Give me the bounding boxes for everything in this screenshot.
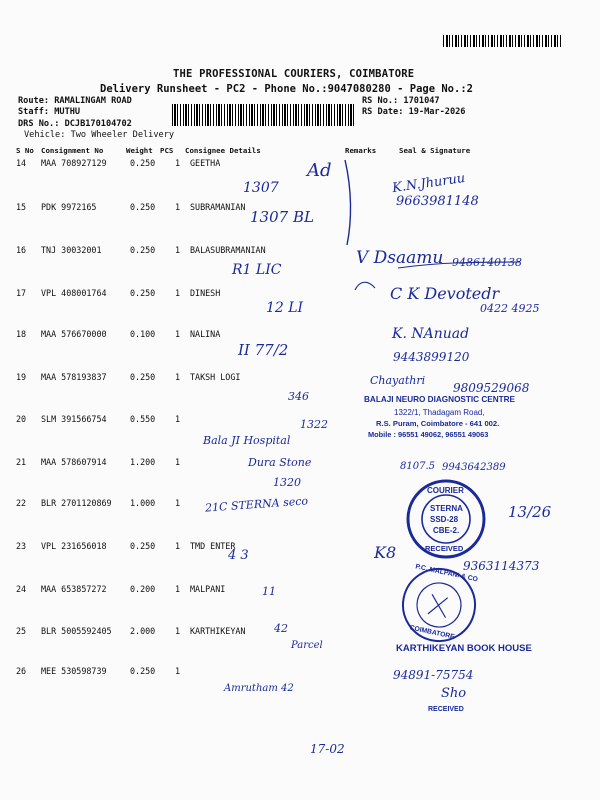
row-pcs: 1 bbox=[175, 329, 181, 339]
balaji-stamp-addr2: R.S. Puram, Coimbatore - 641 002. bbox=[376, 419, 500, 428]
tick-stroke bbox=[355, 282, 375, 290]
row-weight: 0.250 bbox=[130, 245, 156, 255]
hw-r16-a: R1 LIC bbox=[232, 262, 282, 278]
hw-r22-a: 1320 bbox=[273, 476, 301, 489]
row-consignee: TMD ENTER bbox=[190, 541, 236, 551]
hw-r23-phone: 9363114373 bbox=[463, 559, 540, 573]
rs-number: RS No.: 1701047 bbox=[362, 96, 440, 106]
hw-r25-b: Parcel bbox=[291, 640, 323, 651]
row-pcs: 1 bbox=[175, 666, 181, 676]
row-sno: 24 bbox=[16, 584, 27, 594]
row-sno: 14 bbox=[16, 158, 27, 168]
hw-r17-sig: C K Devotedr bbox=[390, 284, 500, 303]
row-weight: 0.250 bbox=[130, 158, 156, 168]
row-pcs: 1 bbox=[175, 457, 181, 467]
vehicle-label: Vehicle: Two Wheeler Delivery bbox=[24, 130, 175, 140]
row-weight: 0.550 bbox=[130, 414, 156, 424]
hw-bottom-note: 17-02 bbox=[310, 742, 345, 756]
malpani-stamp-city: COIMBATORE bbox=[408, 624, 456, 641]
row-consignment-no: MEE 530598739 bbox=[41, 666, 107, 676]
row-pcs: 1 bbox=[175, 498, 181, 508]
karthikeyan-stamp: KARTHIKEYAN BOOK HOUSE bbox=[396, 643, 532, 654]
row-sno: 16 bbox=[16, 245, 27, 255]
row-weight: 0.250 bbox=[130, 288, 156, 298]
col-remarks: Remarks bbox=[345, 146, 377, 155]
row-consignment-no: PDK 9972165 bbox=[41, 202, 97, 212]
malpani-stamp bbox=[393, 559, 486, 652]
row-consignment-no: MAA 576670000 bbox=[41, 329, 107, 339]
row-sno: 26 bbox=[16, 666, 27, 676]
row-sno: 17 bbox=[16, 288, 27, 298]
hw-r19-phone: 9809529068 bbox=[453, 381, 530, 395]
balaji-stamp-title: BALAJI NEURO DIAGNOSTIC CENTRE bbox=[364, 395, 516, 404]
row-consignee: TAKSH LOGI bbox=[190, 372, 241, 382]
row-sno: 22 bbox=[16, 498, 27, 508]
row-weight: 0.250 bbox=[130, 541, 156, 551]
hw-r23-a: 4 3 bbox=[228, 548, 249, 563]
row-pcs: 1 bbox=[175, 372, 181, 382]
row-sno: 25 bbox=[16, 626, 27, 636]
row-consignment-no: MAA 708927129 bbox=[41, 158, 107, 168]
row-weight: 1.000 bbox=[130, 498, 156, 508]
hw-r15-a: 1307 BL bbox=[250, 208, 314, 226]
row-consignment-no: BLR 5005592405 bbox=[41, 626, 112, 636]
row-pcs: 1 bbox=[175, 158, 181, 168]
row-sno: 18 bbox=[16, 329, 27, 339]
row-pcs: 1 bbox=[175, 626, 181, 636]
row-pcs: 1 bbox=[175, 541, 181, 551]
row-pcs: 1 bbox=[175, 245, 181, 255]
hw-r25-a: 42 bbox=[274, 622, 288, 635]
row-weight: 2.000 bbox=[130, 626, 156, 636]
hw-r20-a: 1322 bbox=[300, 418, 328, 431]
hw-r18-sig: K. NAnuad bbox=[392, 326, 470, 342]
malpani-stamp-arc: P.C. MALPANI & CO bbox=[414, 563, 479, 584]
hw-r26-sig: Sho bbox=[441, 686, 467, 701]
col-consignment: Consignment No bbox=[41, 146, 104, 155]
hw-r18-phone: 9443899120 bbox=[393, 350, 470, 364]
row-consignment-no: VPL 231656018 bbox=[41, 541, 107, 551]
hw-r19-a: 346 bbox=[288, 390, 309, 403]
balaji-stamp-phone: Mobile : 96551 49062, 96551 49063 bbox=[368, 430, 489, 439]
route-label: Route: RAMALINGAM ROAD bbox=[18, 96, 132, 106]
col-pcs: PCS bbox=[160, 146, 174, 155]
courier-received-stamp bbox=[405, 478, 487, 560]
rs-date: RS Date: 19-Mar-2026 bbox=[362, 107, 466, 117]
row-weight: 1.200 bbox=[130, 457, 156, 467]
courier-stamp-bottom: RECEIVED bbox=[425, 544, 464, 553]
row-pcs: 1 bbox=[175, 414, 181, 424]
row-weight: 0.250 bbox=[130, 202, 156, 212]
hw-r26-phone: 94891-75754 bbox=[393, 668, 474, 682]
bracket-stroke bbox=[345, 160, 351, 245]
row-consignee: KARTHIKEYAN bbox=[190, 626, 246, 636]
page-title: THE PROFESSIONAL COURIERS, COIMBATORE bbox=[173, 68, 415, 80]
hw-r16-sig: V Dsaamu bbox=[356, 248, 444, 268]
hw-r22-b: 21C STERNA seco bbox=[204, 494, 309, 515]
hw-r17-a: 12 LI bbox=[266, 300, 304, 316]
hw-r15-sig: K.N.Jhuruu bbox=[391, 170, 467, 197]
row-sno: 20 bbox=[16, 414, 27, 424]
row-consignment-no: BLR 2701120869 bbox=[41, 498, 112, 508]
row-weight: 0.250 bbox=[130, 666, 156, 676]
row-consignee: MALPANI bbox=[190, 584, 226, 594]
courier-stamp-line2: SSD-28 bbox=[430, 515, 459, 524]
row-pcs: 1 bbox=[175, 584, 181, 594]
row-weight: 0.100 bbox=[130, 329, 156, 339]
courier-stamp-top: COURIER bbox=[427, 486, 464, 495]
row-consignee: BALASUBRAMANIAN bbox=[190, 245, 266, 255]
row-pcs: 1 bbox=[175, 202, 181, 212]
row-consignment-no: SLM 391566754 bbox=[41, 414, 107, 424]
staff-label: Staff: MUTHU bbox=[18, 107, 81, 117]
balaji-stamp bbox=[364, 395, 550, 447]
drs-number: DRS No.: DCJB170104702 bbox=[18, 119, 132, 129]
hw-r22-c: 13/26 bbox=[508, 503, 552, 521]
hw-r26-a: Amrutham 42 bbox=[224, 683, 294, 694]
row-consignee: NALINA bbox=[190, 329, 221, 339]
courier-stamp-line1: STERNA bbox=[430, 504, 463, 513]
hw-r16-phone: 9486140138 bbox=[452, 256, 522, 269]
row-sno: 21 bbox=[16, 457, 27, 467]
hw-r21-a: Dura Stone bbox=[248, 456, 312, 469]
hw-r21-c: 8107.5 bbox=[400, 461, 435, 472]
hw-r17-phone: 0422 4925 bbox=[480, 302, 540, 315]
page-subtitle: Delivery Runsheet - PC2 - Phone No.:9047080280 - Page No.:2 bbox=[100, 83, 473, 95]
col-weight: Weight bbox=[126, 146, 153, 155]
row-sno: 23 bbox=[16, 541, 27, 551]
col-seal: Seal & Signature bbox=[399, 146, 471, 155]
hw-r23-b: K8 bbox=[374, 543, 397, 562]
hw-r14-a: Ad bbox=[307, 160, 332, 181]
hw-r19-sig: Chayathri bbox=[370, 374, 426, 387]
row-consignee: DINESH bbox=[190, 288, 221, 298]
col-consignee: Consignee Details bbox=[185, 146, 261, 155]
row-pcs: 1 bbox=[175, 288, 181, 298]
karthikeyan-stamp-sub: RECEIVED bbox=[428, 706, 464, 713]
row-consignment-no: TNJ 30032001 bbox=[41, 245, 102, 255]
row-consignment-no: VPL 408001764 bbox=[41, 288, 107, 298]
hw-r21-b: 9943642389 bbox=[442, 462, 506, 473]
hw-r24-a: 11 bbox=[262, 585, 276, 598]
hw-r18-a: II 77/2 bbox=[238, 341, 289, 359]
row-weight: 0.200 bbox=[130, 584, 156, 594]
row-sno: 15 bbox=[16, 202, 27, 212]
row-consignment-no: MAA 578607914 bbox=[41, 457, 107, 467]
col-sno: S No bbox=[16, 146, 34, 155]
row-consignment-no: MAA 653857272 bbox=[41, 584, 107, 594]
row-consignee: GEETHA bbox=[190, 158, 221, 168]
courier-stamp-line3: CBE-2. bbox=[433, 526, 460, 535]
balaji-stamp-addr1: 1322/1, Thadagam Road, bbox=[394, 408, 485, 417]
row-consignee: SUBRAMANIAN bbox=[190, 202, 246, 212]
row-consignment-no: MAA 578193837 bbox=[41, 372, 107, 382]
row-weight: 0.250 bbox=[130, 372, 156, 382]
hw-r20-b: Bala JI Hospital bbox=[203, 434, 291, 447]
hw-r15-phone: 9663981148 bbox=[396, 194, 479, 209]
hw-r14-b: 1307 bbox=[243, 180, 279, 196]
row-sno: 19 bbox=[16, 372, 27, 382]
